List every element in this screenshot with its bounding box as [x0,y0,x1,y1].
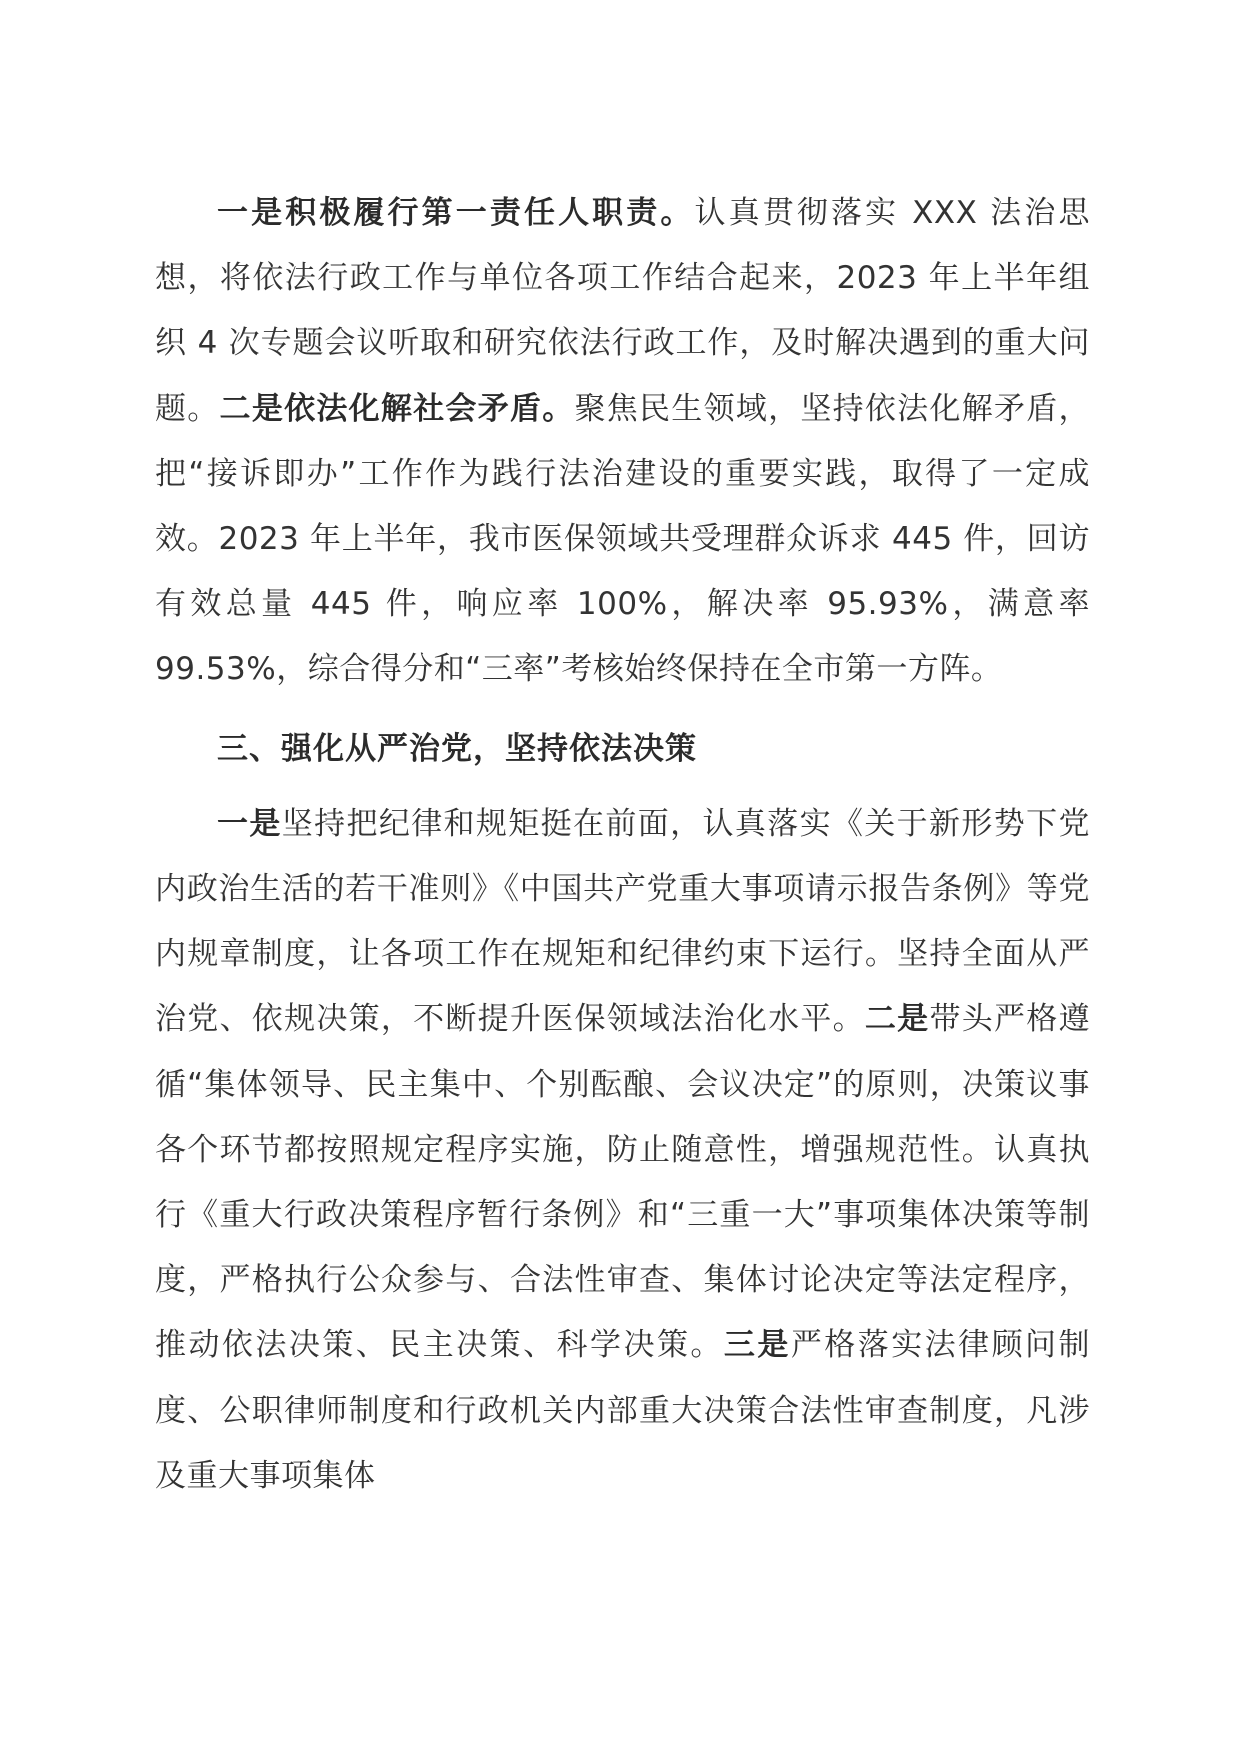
paragraph-responsibility [155,181,1090,703]
bold-lead-4: 二是 [864,1001,930,1038]
bold-lead-5: 三是 [723,1327,791,1364]
paragraph-text-1: 认真贯彻落实 XXX 法治思想，将依法行政工作与单位各项工作结合起来，2023 年上半年组织 4 次专题会议听取和研究依法行政工作，及时解决遇到的重大问题。 [155,195,1091,427]
paragraph-discipline [155,792,1090,1509]
paragraph-text-2: 聚焦民生领域，坚持依法化解矛盾，把“接诉即办”工作作为践行法治建设的重要实践，取得了一定成效。2023 年上半年，我市医保领域共受理群众诉求 445 件，回访有效总量 445 件，响应率 100%，解决率 95.93%，满意率 99.53%，综合得分和“三率”考核始终保持在全市第一方阵。 [155,390,1091,688]
document-page [155,181,1090,1509]
paragraph-text-5: 严格落实法律顾问制度、公职律师制度和行政机关内部重大决策合法性审查制度，凡涉及重大事项集体 [155,1327,1091,1494]
bold-lead-2: 二是依法化解社会矛盾。 [219,390,575,427]
paragraph-text-4: 带头严格遵循“集体领导、民主集中、个别酝酿、会议决定”的原则，决策议事各个环节都按照规定程序实施，防止随意性，增强规范性。认真执行《重大行政决策程序暂行条例》和“三重一大”事项集体决策等制度，严格执行公众参与、合法性审查、集体讨论决定等法定程序，推动依法决策、民主决策、科学决策。 [155,1001,1091,1364]
section-heading: 三、强化从严治党，坚持依法决策 [217,730,697,767]
bold-lead-1: 一是积极履行第一责任人职责。 [217,195,695,231]
bold-lead-3: 一是 [217,805,282,842]
paragraph-text-3: 坚持把纪律和规矩挺在前面，认真落实《关于新形势下党内政治生活的若干准则》《中国共产党重大事项请示报告条例》等党内规章制度，让各项工作在规矩和纪律约束下运行。坚持全面从严治党、依规决策，不断提升医保领域法治化水平。 [155,805,1091,1038]
